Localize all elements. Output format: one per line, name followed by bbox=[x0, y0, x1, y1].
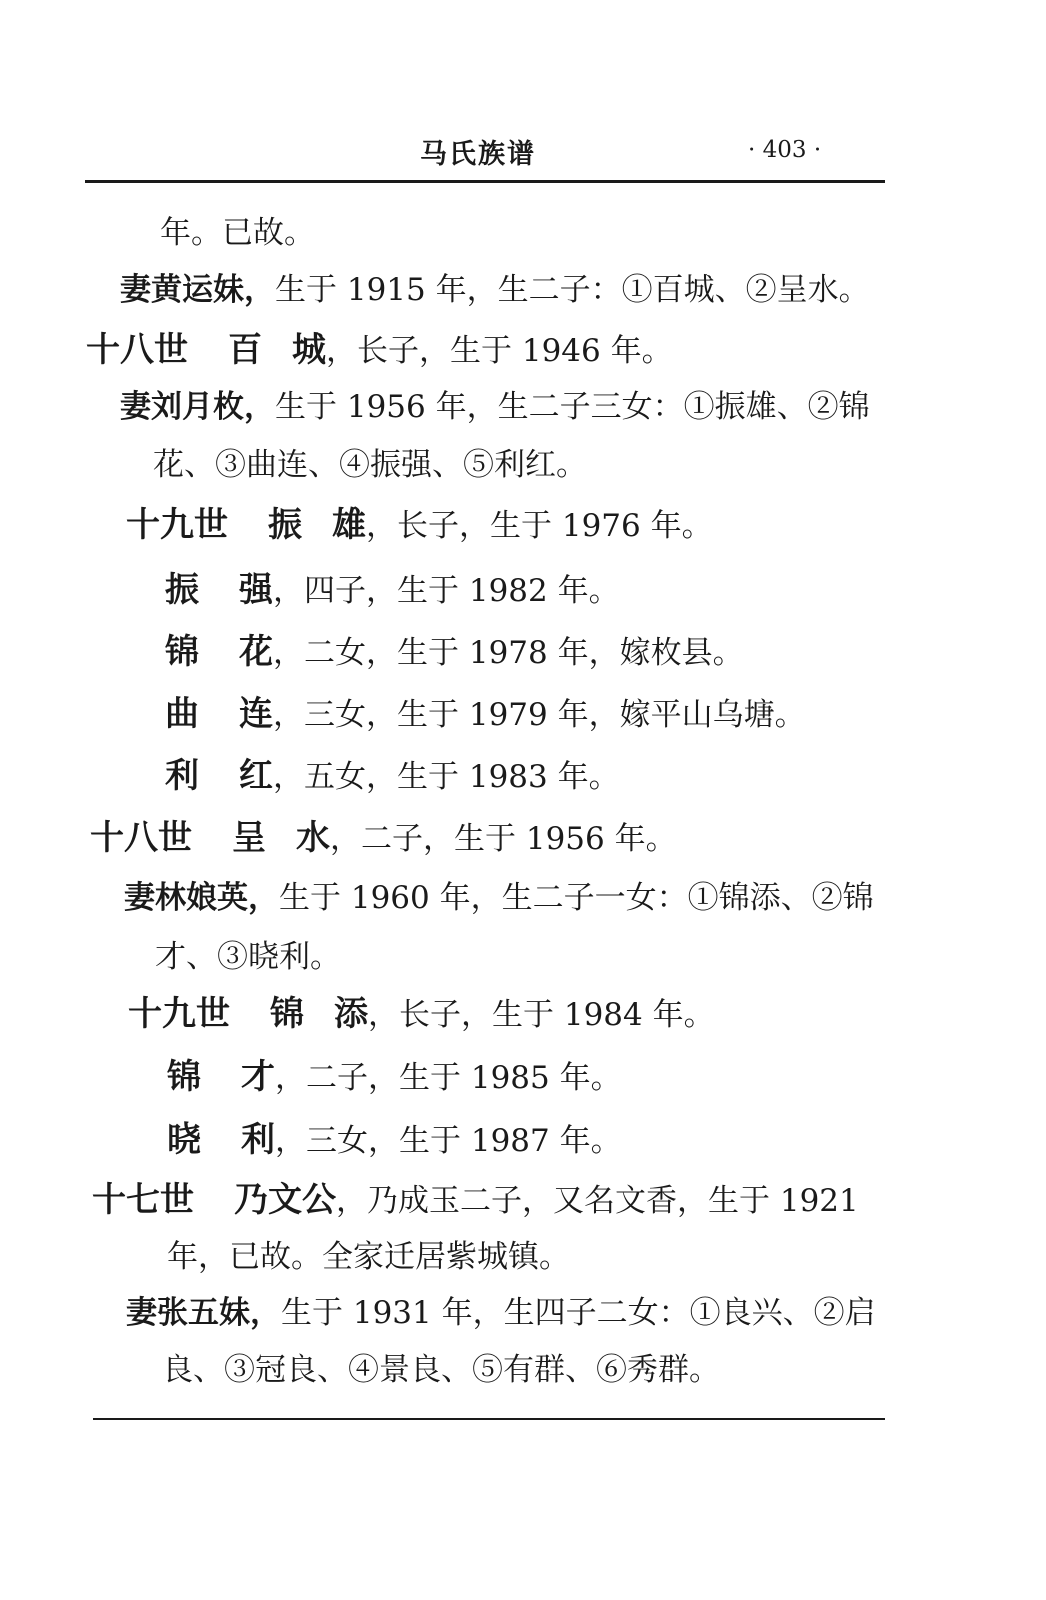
person-name-char: 晓 bbox=[167, 1120, 201, 1160]
generation-label: 十八世 bbox=[86, 330, 188, 370]
generation-label: 十九世 bbox=[126, 505, 228, 545]
line-text: ，三女，生于 1987 年。 bbox=[275, 1123, 622, 1159]
person-name-char: 呈 bbox=[232, 818, 266, 858]
person-entry bbox=[165, 694, 806, 735]
line-text: 生于 1960 年，生二子一女：①锦添、②锦 bbox=[279, 880, 874, 916]
person-name-char: 百 bbox=[228, 330, 262, 370]
generation-label: 十七世 bbox=[92, 1180, 194, 1220]
spouse-name: 妻张五妹， bbox=[126, 1295, 281, 1331]
person-entry bbox=[165, 632, 744, 673]
person-name-char: 连 bbox=[239, 694, 273, 734]
text-line bbox=[153, 445, 587, 485]
person-name-char: 振 bbox=[268, 505, 302, 545]
person-name-char: 曲 bbox=[165, 694, 199, 734]
header-rule bbox=[85, 180, 885, 183]
line-text: ，四子，生于 1982 年。 bbox=[273, 573, 620, 609]
line-text: 年，已故。全家迁居紫城镇。 bbox=[167, 1239, 570, 1275]
person-name-char: 才 bbox=[241, 1057, 275, 1097]
spouse-name: 妻黄运妹， bbox=[120, 272, 275, 308]
person-name-char: 城 bbox=[292, 330, 326, 370]
person-name: 乃文公 bbox=[234, 1180, 336, 1220]
spouse-line bbox=[120, 387, 870, 427]
person-name-char: 红 bbox=[239, 756, 273, 796]
person-name-char: 锦 bbox=[165, 632, 199, 672]
person-name-char: 振 bbox=[165, 570, 199, 610]
generation-entry bbox=[92, 1180, 859, 1221]
generation-label: 十九世 bbox=[128, 994, 230, 1034]
generation-label: 十八世 bbox=[90, 818, 192, 858]
generation-entry bbox=[90, 818, 677, 859]
person-name-char: 利 bbox=[165, 756, 199, 796]
person-name-char: 水 bbox=[296, 818, 330, 858]
person-name-char: 利 bbox=[241, 1120, 275, 1160]
generation-entry bbox=[128, 994, 715, 1035]
spouse-name: 妻刘月枚， bbox=[120, 389, 275, 425]
line-text: 生于 1931 年，生四子二女：①良兴、②启 bbox=[281, 1295, 876, 1331]
spouse-line bbox=[120, 270, 870, 310]
text-line bbox=[162, 1350, 720, 1390]
text-line bbox=[155, 937, 341, 977]
person-entry bbox=[165, 570, 620, 611]
line-text: 才、③晓利。 bbox=[155, 939, 341, 975]
person-name-char: 强 bbox=[239, 570, 273, 610]
line-text: 年。已故。 bbox=[160, 215, 315, 251]
text-line bbox=[160, 213, 315, 253]
generation-entry bbox=[86, 330, 673, 371]
line-text: 生于 1915 年，生二子：①百城、②呈水。 bbox=[275, 272, 870, 308]
line-text: ，二女，生于 1978 年，嫁枚县。 bbox=[273, 635, 744, 671]
line-text: ，五女，生于 1983 年。 bbox=[273, 759, 620, 795]
line-text: ，三女，生于 1979 年，嫁平山乌塘。 bbox=[273, 697, 806, 733]
text-line bbox=[167, 1237, 570, 1277]
line-text: ，长子，生于 1976 年。 bbox=[366, 508, 713, 544]
book-title: 马氏族谱 bbox=[420, 139, 536, 170]
generation-entry bbox=[126, 505, 713, 546]
line-text: 良、③冠良、④景良、⑤有群、⑥秀群。 bbox=[162, 1352, 720, 1388]
person-name-char: 雄 bbox=[332, 505, 366, 545]
line-text: ，乃成玉二子，又名文香，生于 1921 bbox=[336, 1183, 859, 1219]
line-text: ，长子，生于 1946 年。 bbox=[326, 333, 673, 369]
person-name-char: 添 bbox=[334, 994, 368, 1034]
spouse-line bbox=[124, 878, 874, 918]
line-text: 花、③曲连、④振强、⑤利红。 bbox=[153, 447, 587, 483]
person-entry bbox=[167, 1057, 622, 1098]
person-entry bbox=[165, 756, 620, 797]
line-text: ，长子，生于 1984 年。 bbox=[368, 997, 715, 1033]
line-text: ，二子，生于 1956 年。 bbox=[330, 821, 677, 857]
spouse-name: 妻林娘英， bbox=[124, 880, 279, 916]
spouse-line bbox=[126, 1293, 876, 1333]
footer-rule bbox=[93, 1418, 885, 1420]
line-text: ，二子，生于 1985 年。 bbox=[275, 1060, 622, 1096]
person-entry bbox=[167, 1120, 622, 1161]
page-number: · 403 · bbox=[748, 137, 822, 163]
line-text: 生于 1956 年，生二子三女：①振雄、②锦 bbox=[275, 389, 870, 425]
person-name-char: 锦 bbox=[167, 1057, 201, 1097]
person-name-char: 锦 bbox=[270, 994, 304, 1034]
person-name-char: 花 bbox=[239, 632, 273, 672]
